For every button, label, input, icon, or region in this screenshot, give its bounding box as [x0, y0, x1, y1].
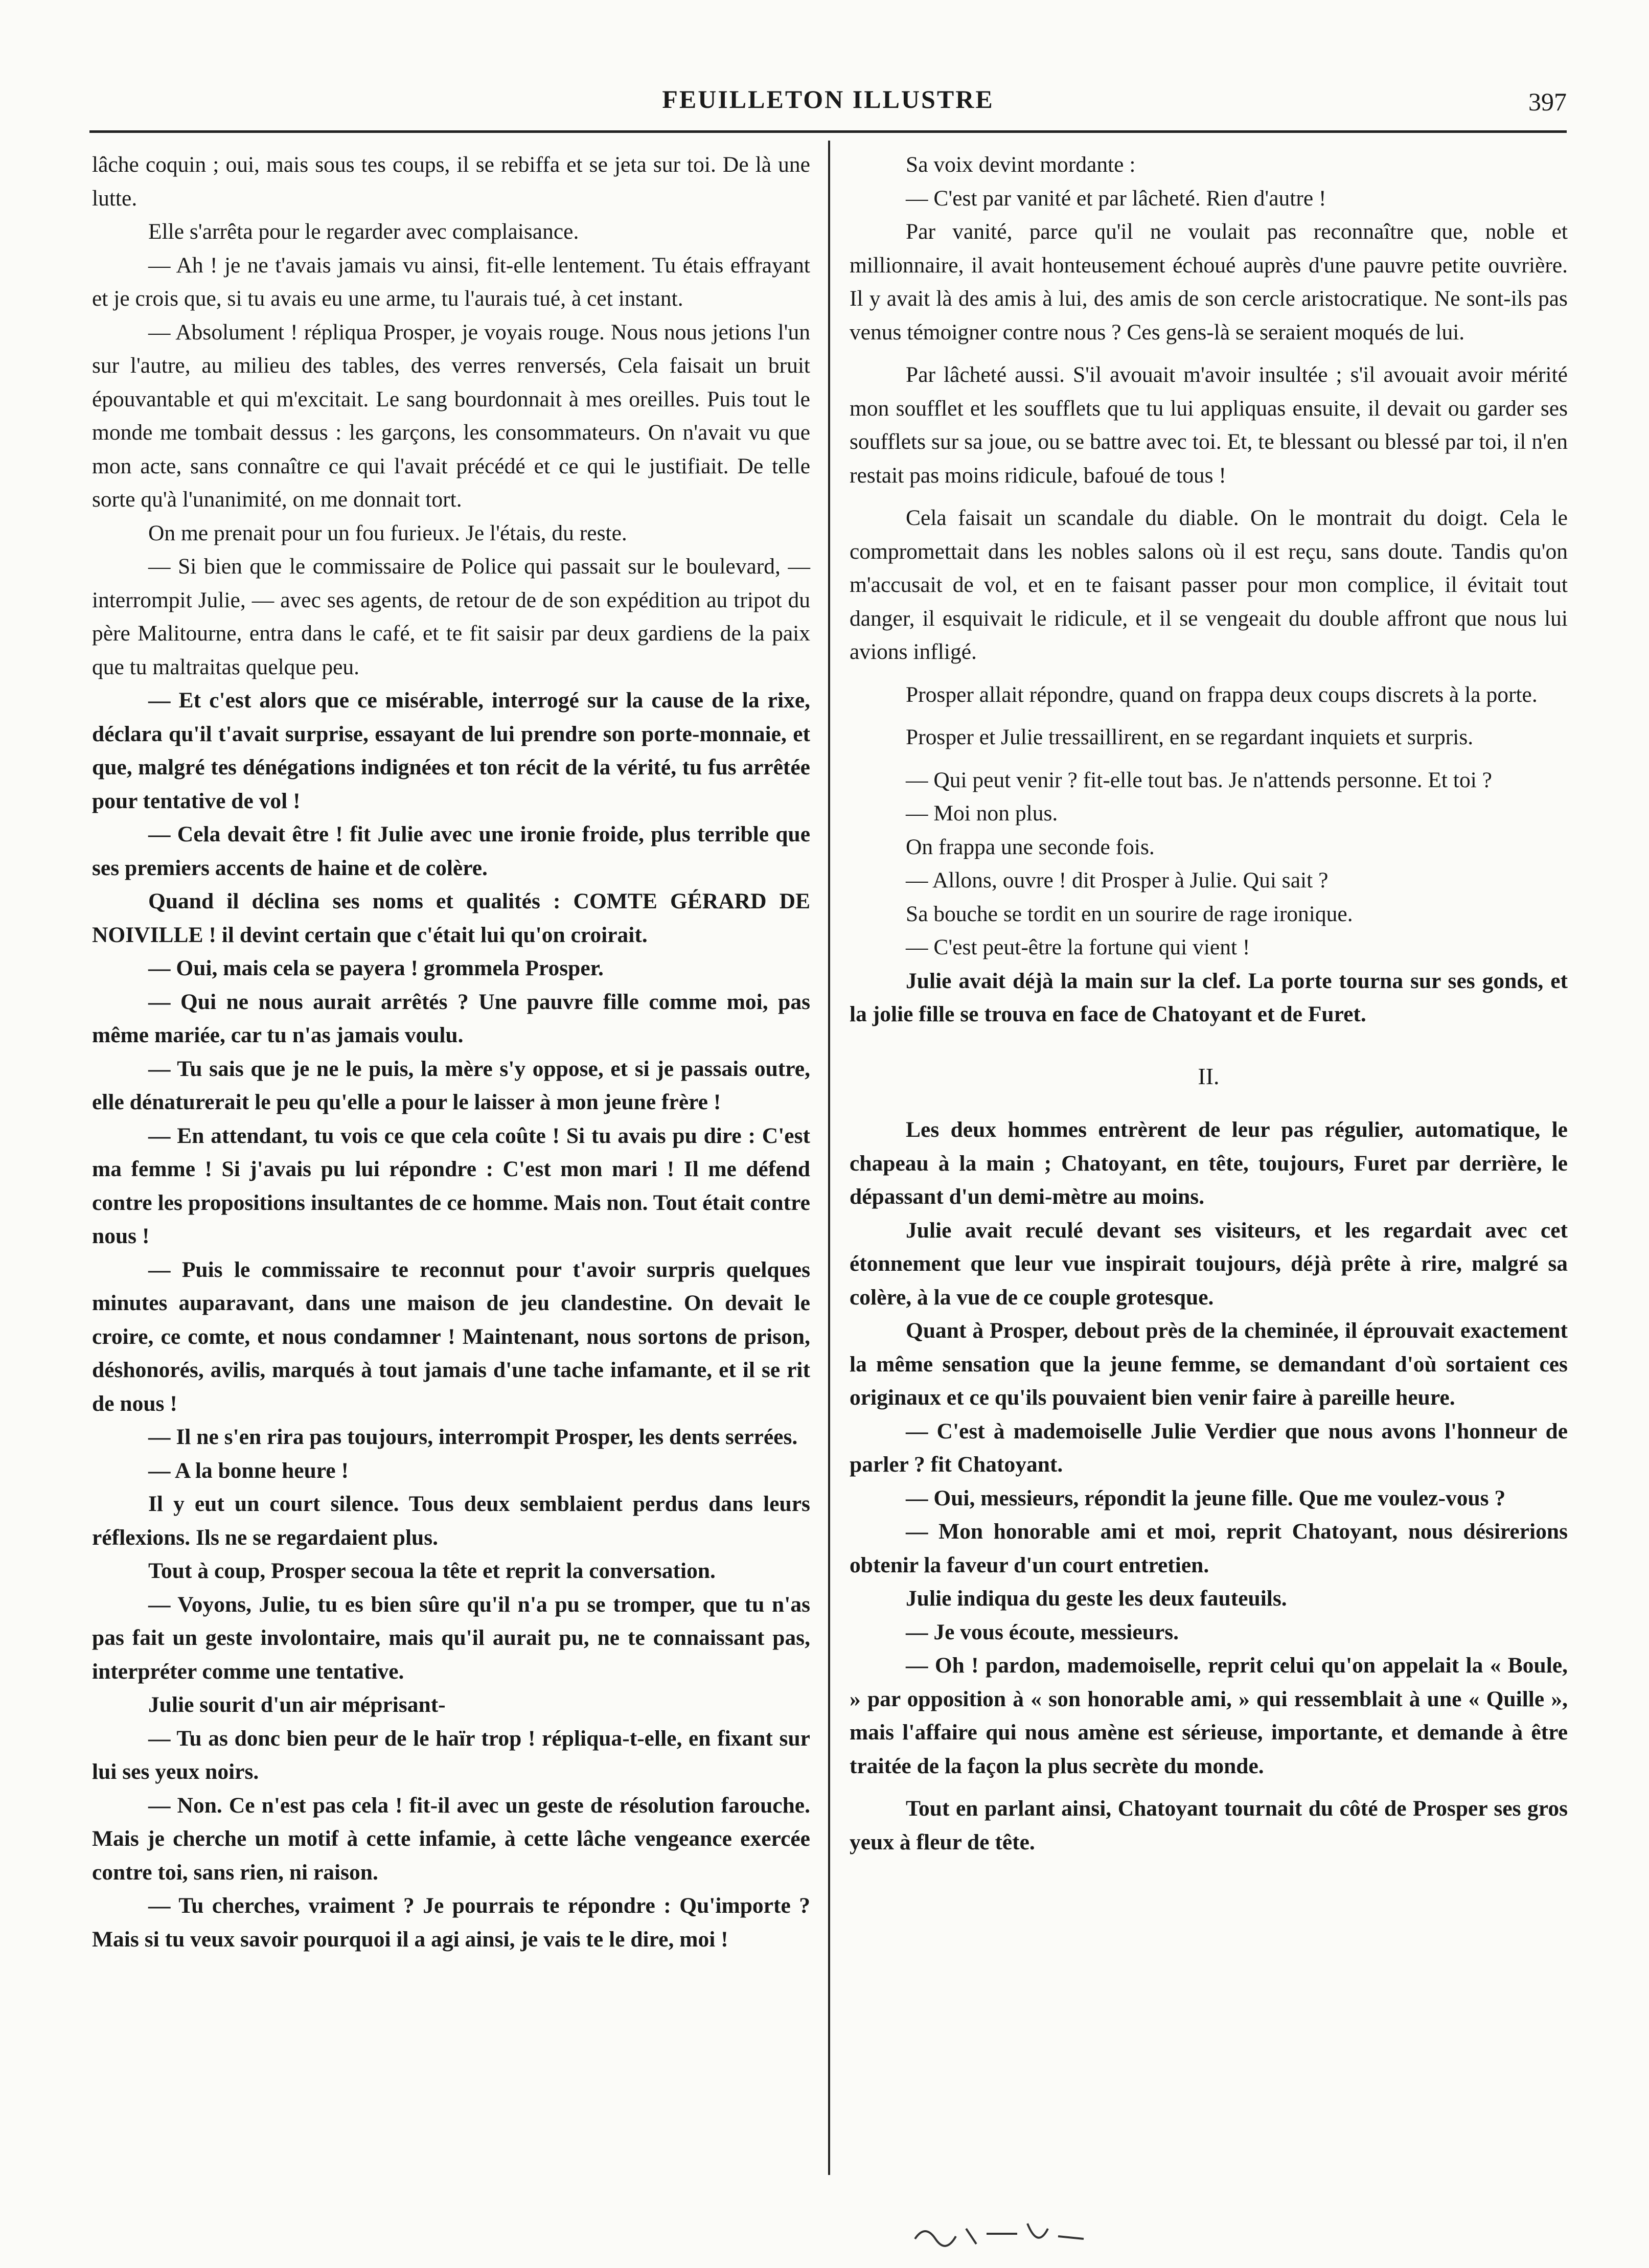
paragraph: — Qui peut venir ? fit-elle tout bas. Je n'attends personne. Et toi ?	[906, 767, 1492, 792]
paragraph: — Mon honorable ami et moi, reprit Chatoyant, nous désirerions obtenir la faveur d'un court entretien.	[850, 1519, 1568, 1577]
paragraph: Par vanité, parce qu'il ne voulait pas reconnaître que, noble et millionnaire, il avait honteusement échoué auprès d'une pauvre petite ouvrière. Il y avait là des amis à lui, des amis de son cercle aristocratique. Ne sont-ils pas venus témoigner contre nous ? Ces gens-là se seraient moqués de lui.	[850, 219, 1568, 345]
paragraph: — Tu cherches, vraiment ? Je pourrais te répondre : Qu'importe ? Mais si tu veux savoir pourquoi il a agi ainsi, je vais te le dire, moi !	[92, 1893, 810, 1952]
paragraph: — Oh ! pardon, mademoiselle, reprit celui qu'on appelait la « Boule, » par opposition à « son honorable ami, » qui ressemblait à une « Quille », mais l'affaire qui nous amène est sérieuse, importante, et demande à être traitée de la façon la plus secrète du monde.	[850, 1653, 1568, 1778]
paragraph: — Oui, messieurs, répondit la jeune fille. Que me voulez-vous ?	[906, 1485, 1506, 1510]
page-number: 397	[1528, 87, 1567, 116]
paragraph: — Absolument ! répliqua Prosper, je voyais rouge. Nous nous jetions l'un sur l'autre, au milieu des tables, des verres renversés, Cela faisait un bruit épouvantable et qui m'excitait. Le sang bourdonnait à mes oreilles. Puis tout le monde me tombait dessus : les garçons, les consommateurs. On n'avait vu que mon acte, sans connaître ce qui l'avait précédé et ce qui le justifiait. De telle sorte qu'à l'unanimité, on me donnait tort.	[92, 319, 810, 512]
column-divider	[828, 141, 830, 2175]
paragraph: — Non. Ce n'est pas cela ! fit-il avec un geste de résolution farouche. Mais je cherche un motif à cette infamie, à cette lâche vengeance exercée contre toi, sans rien, ni raison.	[92, 1793, 810, 1885]
paragraph: — C'est à mademoiselle Julie Verdier que nous avons l'honneur de parler ? fit Chatoyant.	[850, 1418, 1568, 1477]
paragraph: — Puis le commissaire te reconnut pour t'avoir surpris quelques minutes auparavant, dans une maison de jeu clandestine. On devait le croire, ce comte, et nous condamner ! Maintenant, nous sortons de prison, déshonorés, avilis, marqués à tout jamais d'une tache infamante, et il se rit de nous !	[92, 1257, 810, 1416]
paragraph: lâche coquin ; oui, mais sous tes coups, il se rebiffa et se jeta sur toi. De là une lutte.	[92, 152, 810, 211]
paragraph: — Tu sais que je ne le puis, la mère s'y oppose, et si je passais outre, elle dénaturerait le peu qu'elle a pour le laisser à mon jeune frère !	[92, 1056, 810, 1114]
paragraph: — A la bonne heure !	[148, 1458, 349, 1483]
paragraph: — Cela devait être ! fit Julie avec une ironie froide, plus terrible que ses premiers accents de haine et de colère.	[92, 822, 810, 880]
paragraph: — Allons, ouvre ! dit Prosper à Julie. Qui sait ?	[906, 868, 1329, 892]
paragraph: Les deux hommes entrèrent de leur pas régulier, automatique, le chapeau à la main ; Chatoyant, en tête, toujours, Furet par derrière, le dépassant d'un demi-mètre au moins.	[850, 1117, 1568, 1209]
paragraph: — Il ne s'en rira pas toujours, interrompit Prosper, les dents serrées.	[148, 1425, 798, 1449]
paragraph: — Oui, mais cela se payera ! grommela Prosper.	[148, 956, 604, 980]
paragraph: Tout à coup, Prosper secoua la tête et reprit la conversation.	[148, 1559, 716, 1583]
paragraph: Il y eut un court silence. Tous deux semblaient perdus dans leurs réflexions. Ils ne se regardaient plus.	[92, 1492, 810, 1550]
paragraph: Sa voix devint mordante :	[906, 152, 1136, 177]
paragraph: — C'est par vanité et par lâcheté. Rien d'autre !	[906, 186, 1326, 211]
paragraph: — Qui ne nous aurait arrêtés ? Une pauvre fille comme moi, pas même mariée, car tu n'as jamais voulu.	[92, 989, 810, 1047]
paragraph: Julie avait déjà la main sur la clef. La porte tourna sur ses gonds, et la jolie fille se trouva en face de Chatoyant et de Furet.	[850, 968, 1568, 1026]
paragraph: — Je vous écoute, messieurs.	[906, 1619, 1179, 1644]
paragraph: Quant à Prosper, debout près de la cheminée, il éprouvait exactement la même sensation que la jeune femme, se demandant d'où sortaient ces originaux et ce qu'ils pouvaient bien venir faire à pareille heure.	[850, 1318, 1568, 1410]
paragraph: — Voyons, Julie, tu es bien sûre qu'il n'a pu se tromper, que tu n'as pas fait un geste involontaire, mais qu'il aurait pu, ne te connaissant pas, interpréter comme une tentative.	[92, 1592, 810, 1684]
paragraph: — C'est peut-être la fortune qui vient !	[906, 935, 1250, 959]
handwritten-mark	[910, 2208, 1094, 2254]
left-column	[92, 148, 810, 1956]
paragraph: — Ah ! je ne t'avais jamais vu ainsi, fit-elle lentement. Tu étais effrayant et je crois que, si tu avais eu une arme, tu l'aurais tué, à cet instant.	[92, 253, 810, 311]
paragraph: Cela faisait un scandale du diable. On le montrait du doigt. Cela le compromettait dans les nobles salons où il est reçu, sans doute. Tandis qu'on m'accusait de vol, et en te faisant passer pour mon complice, il évitait tout danger, il esquivait le ridicule, et il se vengeait du double affront que nous lui avions infligé.	[850, 506, 1568, 664]
paragraph: — Tu as donc bien peur de le haïr trop ! répliqua-t-elle, en fixant sur lui ses yeux noirs.	[92, 1726, 810, 1784]
paragraph: Elle s'arrêta pour le regarder avec complaisance.	[148, 219, 579, 244]
paragraph: On frappa une seconde fois.	[906, 834, 1155, 859]
paragraph: On me prenait pour un fou furieux. Je l'étais, du reste.	[148, 520, 627, 545]
paragraph: Julie sourit d'un air méprisant-	[148, 1692, 446, 1717]
paragraph: Julie avait reculé devant ses visiteurs, et les regardait avec cet étonnement que leur vue inspirait toujours, déjà prête à rire, malgré sa colère, à la vue de ce couple grotesque.	[850, 1218, 1568, 1310]
page-header	[89, 77, 1567, 133]
header-rule	[89, 130, 1567, 133]
paragraph: Julie indiqua du geste les deux fauteuils.	[906, 1586, 1287, 1611]
paragraph: — Et c'est alors que ce misérable, interrogé sur la cause de la rixe, déclara qu'il t'avait surprise, essayant de lui prendre son porte-monnaie, et que, malgré tes dénégations indignées et ton récit de la vérité, tu fus arrêtée pour tentative de vol !	[92, 688, 810, 813]
publication-title: FEUILLETON ILLUSTRE	[662, 85, 994, 113]
section-heading: II.	[1198, 1063, 1220, 1089]
paragraph: Par lâcheté aussi. S'il avouait m'avoir insultée ; s'il avouait avoir mérité mon soufflet et les soufflets que tu lui appliquas ensuite, il devait ou garder ses soufflets sur sa joue, ou se battre avec toi. Et, te blessant ou blessé par toi, il n'en restait pas moins ridicule, bafoué de tous !	[850, 362, 1568, 488]
paragraph: — Si bien que le commissaire de Police qui passait sur le boulevard, — interrompit Julie, — avec ses agents, de retour de de son expédition au tripot du père Malitourne, entra dans le café, et te fit saisir par deux gardiens de la paix que tu maltraitas quelque peu.	[92, 554, 810, 679]
paragraph: Sa bouche se tordit en un sourire de rage ironique.	[906, 901, 1353, 926]
paragraph: Tout en parlant ainsi, Chatoyant tournait du côté de Prosper ses gros yeux à fleur de tête.	[850, 1796, 1568, 1854]
paragraph: Prosper et Julie tressaillirent, en se regardant inquiets et surpris.	[906, 725, 1474, 749]
paragraph: — En attendant, tu vois ce que cela coûte ! Si tu avais pu dire : C'est ma femme ! Si j'avais pu lui répondre : C'est mon mari ! Il me défend contre les propositions insultantes de ce homme. Mais non. Tout était contre nous !	[92, 1123, 810, 1248]
paragraph: Prosper allait répondre, quand on frappa deux coups discrets à la porte.	[906, 682, 1538, 707]
paragraph: Quand il déclina ses noms et qualités : COMTE GÉRARD DE NOIVILLE ! il devint certain que c'était lui qu'on croirait.	[92, 889, 810, 947]
paragraph: — Moi non plus.	[906, 801, 1058, 826]
right-column	[850, 148, 1568, 1859]
